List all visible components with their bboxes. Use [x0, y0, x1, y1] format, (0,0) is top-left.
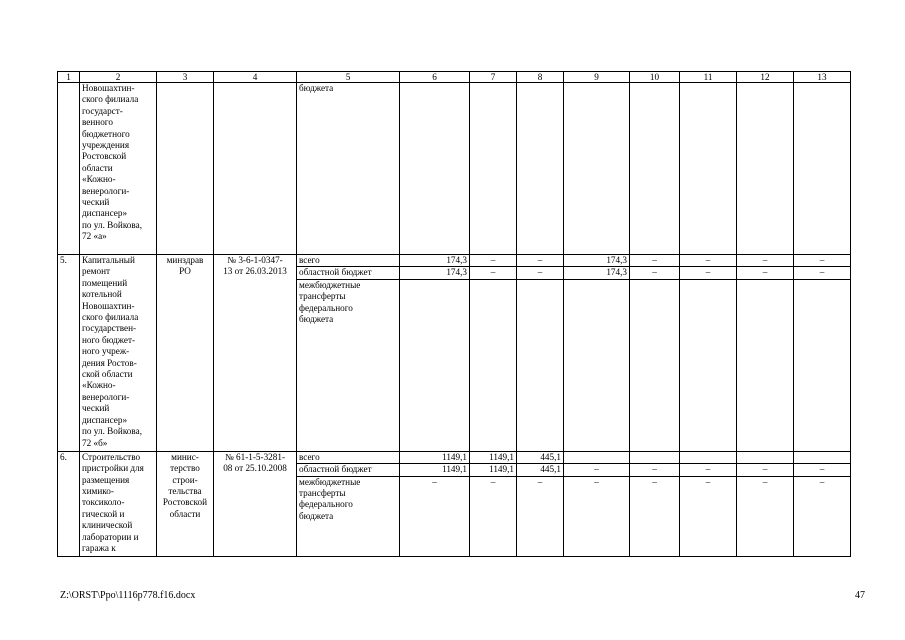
funding-source: всего: [297, 255, 400, 267]
value-cell: [630, 279, 680, 451]
col-header: 13: [794, 72, 851, 83]
value-cell: [680, 451, 737, 463]
col-header: 2: [80, 72, 157, 83]
row-number: 5.: [58, 255, 80, 452]
value-cell: 1149,1: [470, 451, 517, 463]
header-row: [58, 72, 851, 83]
value-cell: [680, 279, 737, 451]
page-number: 47: [855, 590, 865, 601]
funding-source: бюджета: [297, 83, 400, 255]
funding-source: областной бюджет: [297, 267, 400, 279]
value-cell: [630, 451, 680, 463]
col-header: 12: [737, 72, 794, 83]
value-cell: [737, 451, 794, 463]
value-cell: 1149,1: [400, 464, 470, 476]
value-cell: 174,3: [564, 255, 630, 267]
col-header: 11: [680, 72, 737, 83]
value-cell: –: [630, 464, 680, 476]
value-cell: 1149,1: [470, 464, 517, 476]
col-header: 1: [58, 72, 80, 83]
funding-source: областной бюджет: [297, 464, 400, 476]
value-cell: –: [680, 267, 737, 279]
customer: минздрав РО: [157, 255, 214, 452]
col-header: 5: [297, 72, 400, 83]
funding-source: всего: [297, 451, 400, 463]
funding-source: межбюджетные трансферты федерального бюджета: [297, 476, 400, 556]
object-name: Новошахтин- ского филиала государст- венного бюджетного учреждения Ростовской области «Кожно- венерологи- ческий диспансер» по ул. Войкова, 72 «а»: [80, 83, 157, 255]
col-header: 9: [564, 72, 630, 83]
value-cell: [470, 279, 517, 451]
table-row: [58, 255, 851, 267]
data-table: [57, 71, 851, 557]
value-cell: 174,3: [400, 255, 470, 267]
value-cell: –: [737, 464, 794, 476]
document-ref: № 61-1-5-3281- 08 от 25.10.2008: [214, 451, 297, 556]
file-path: Z:\ORST\Ppo\1116p778.f16.docx: [60, 590, 196, 601]
value-cell: 174,3: [564, 267, 630, 279]
value-cell: –: [400, 476, 470, 556]
col-header: 8: [517, 72, 564, 83]
value-cell: –: [630, 255, 680, 267]
row-number: 6.: [58, 451, 80, 556]
value-cell: –: [470, 267, 517, 279]
value-cell: –: [564, 464, 630, 476]
value-cell: 445,1: [517, 451, 564, 463]
value-cell: –: [794, 464, 851, 476]
table-row-continuation: [58, 83, 851, 255]
value-cell: –: [680, 464, 737, 476]
value-cell: –: [517, 267, 564, 279]
value-cell: –: [794, 476, 851, 556]
value-cell: [564, 451, 630, 463]
document-ref: № 3-6-1-0347- 13 от 26.03.2013: [214, 255, 297, 452]
value-cell: [794, 279, 851, 451]
col-header: 10: [630, 72, 680, 83]
value-cell: 445,1: [517, 464, 564, 476]
value-cell: –: [737, 476, 794, 556]
col-header: 6: [400, 72, 470, 83]
value-cell: –: [737, 267, 794, 279]
value-cell: [737, 279, 794, 451]
value-cell: –: [680, 255, 737, 267]
value-cell: –: [630, 476, 680, 556]
value-cell: [794, 451, 851, 463]
value-cell: –: [470, 476, 517, 556]
value-cell: –: [517, 476, 564, 556]
value-cell: –: [564, 476, 630, 556]
col-header: 4: [214, 72, 297, 83]
value-cell: –: [794, 255, 851, 267]
object-name: Капитальный ремонт помещений котельной Новошахтин- ского филиала государствен- ного бюджет- ного учреж- дения Ростов- ской области «Кожно- венерологи- ческий диспансер» по ул. Войкова, 72 «б»: [80, 255, 157, 452]
value-cell: [400, 279, 470, 451]
object-name: Строительство пристройки для размещения химико- токсиколо- гической и клинической лаборатории и гаража к: [80, 451, 157, 556]
value-cell: 174,3: [400, 267, 470, 279]
value-cell: [517, 279, 564, 451]
customer: минис- терство строи- тельства Ростовской области: [157, 451, 214, 556]
value-cell: 1149,1: [400, 451, 470, 463]
value-cell: –: [680, 476, 737, 556]
funding-source: межбюджетные трансферты федерального бюджета: [297, 279, 400, 451]
value-cell: –: [737, 255, 794, 267]
value-cell: –: [470, 255, 517, 267]
table-row: [58, 451, 851, 463]
value-cell: –: [517, 255, 564, 267]
value-cell: –: [794, 267, 851, 279]
value-cell: [564, 279, 630, 451]
col-header: 7: [470, 72, 517, 83]
col-header: 3: [157, 72, 214, 83]
value-cell: –: [630, 267, 680, 279]
